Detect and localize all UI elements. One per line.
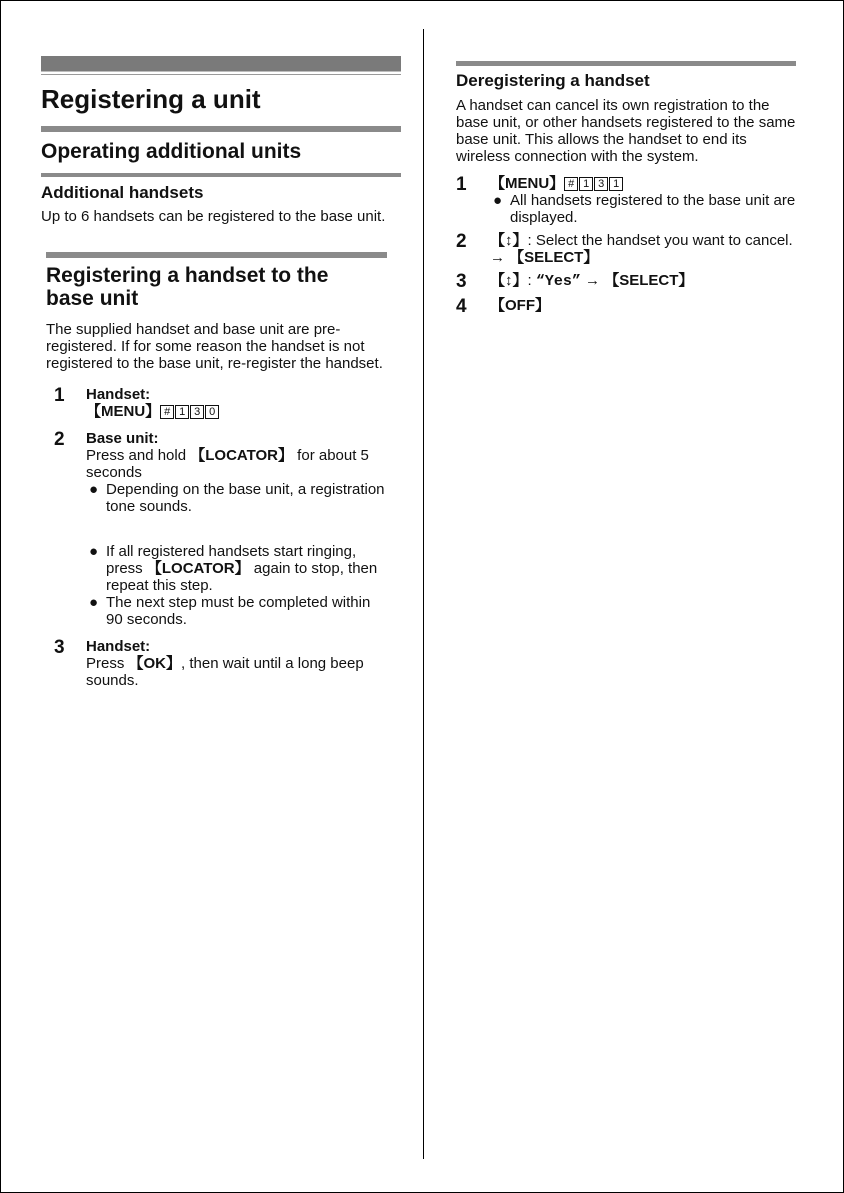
key-hash: #: [564, 177, 578, 191]
page-title: Registering a unit: [41, 84, 261, 114]
menu-key: 【MENU】: [86, 402, 161, 420]
step-number: 1: [456, 173, 467, 195]
step-number: 2: [456, 230, 467, 252]
step-number: 3: [54, 636, 65, 658]
step-3: [46, 638, 387, 689]
step-number: 2: [54, 428, 65, 450]
step-number: 4: [456, 295, 467, 317]
procedure-rule: [46, 252, 387, 258]
bullet-icon: ●: [89, 593, 99, 611]
step-2: [46, 430, 387, 628]
deregister-steps: [456, 175, 796, 316]
title-rule-thin: [41, 74, 401, 75]
subsection-text: Up to 6 handsets can be registered to the base unit.: [41, 208, 386, 226]
subsection-title: Additional handsets: [41, 182, 204, 202]
key-1: 1: [579, 177, 593, 191]
bullet-icon: ●: [89, 542, 99, 560]
key-hash: #: [160, 405, 174, 419]
step-3: 3 【↕】: “Yes” → 【SELECT】: [456, 270, 694, 292]
step-1: [46, 386, 387, 420]
yes-option: “Yes”: [535, 272, 581, 290]
step-number: 1: [54, 384, 65, 406]
step-4: [456, 297, 796, 316]
navigator-key-icon: 【↕】: [490, 271, 528, 289]
key-1: 1: [175, 405, 189, 419]
key-sequence: [86, 403, 387, 420]
step-1: [456, 175, 796, 226]
title-rule: [41, 56, 401, 72]
section-rule: [41, 126, 401, 132]
step-text: Press and hold 【LOCATOR】 for about 5 seconds: [86, 446, 369, 481]
deregister-rule: [456, 61, 796, 66]
bullet-item: ● The next step must be completed within 90 seconds.: [86, 594, 387, 628]
step-label: Handset:: [86, 385, 151, 403]
locator-key: 【LOCATOR】: [146, 559, 250, 577]
step-label: Handset:: [86, 637, 151, 655]
key-3: 3: [594, 177, 608, 191]
left-column: [41, 56, 401, 695]
key-0: 0: [205, 405, 219, 419]
deregister-title: Deregistering a handset: [456, 71, 650, 90]
step-text: Press 【OK】, then wait until a long beep sounds.: [86, 654, 364, 689]
bullet-icon: ●: [89, 480, 99, 498]
bullet-item: ● All handsets registered to the base unit are displayed.: [490, 192, 796, 226]
key-1: 1: [609, 177, 623, 191]
off-key: 【OFF】: [490, 296, 550, 314]
step-label: Base unit:: [86, 429, 159, 447]
procedure-intro: The supplied handset and base unit are pre-registered. If for some reason the handset is not registered to the base unit, re-register the handset.: [46, 320, 383, 372]
section-title: Operating additional units: [41, 139, 302, 163]
right-column: [456, 61, 796, 322]
procedure-title: Registering a handset to the base unit: [46, 264, 329, 311]
select-key: 【SELECT】: [604, 271, 694, 289]
step-number: 3: [456, 270, 467, 292]
locator-key: 【LOCATOR】: [190, 446, 294, 464]
bullet-icon: ●: [493, 191, 503, 209]
select-key: 【SELECT】: [509, 248, 599, 266]
bullet-item: ● Depending on the base unit, a registration tone sounds.: [86, 481, 387, 515]
key-sequence: [490, 175, 796, 192]
key-3: 3: [190, 405, 204, 419]
bullet-item: ● If all registered handsets start ringing, press 【LOCATOR】 again to stop, then repeat this step.: [86, 543, 387, 594]
procedure-steps: [46, 386, 387, 689]
navigator-key-icon: 【↕】: [490, 231, 528, 249]
ok-key: 【OK】: [128, 654, 182, 672]
menu-key: 【MENU】: [490, 174, 565, 192]
column-divider: [423, 29, 424, 1159]
procedure-block: [46, 252, 387, 688]
subsection-rule: [41, 173, 401, 177]
step-2: 2 【↕】: Select the handset you want to cancel. → 【SELECT】: [456, 230, 793, 266]
deregister-intro: A handset can cancel its own registration to the base unit, or other handsets registered to the same base unit. This allows the handset to end its wireless connection with the system.: [456, 96, 796, 165]
